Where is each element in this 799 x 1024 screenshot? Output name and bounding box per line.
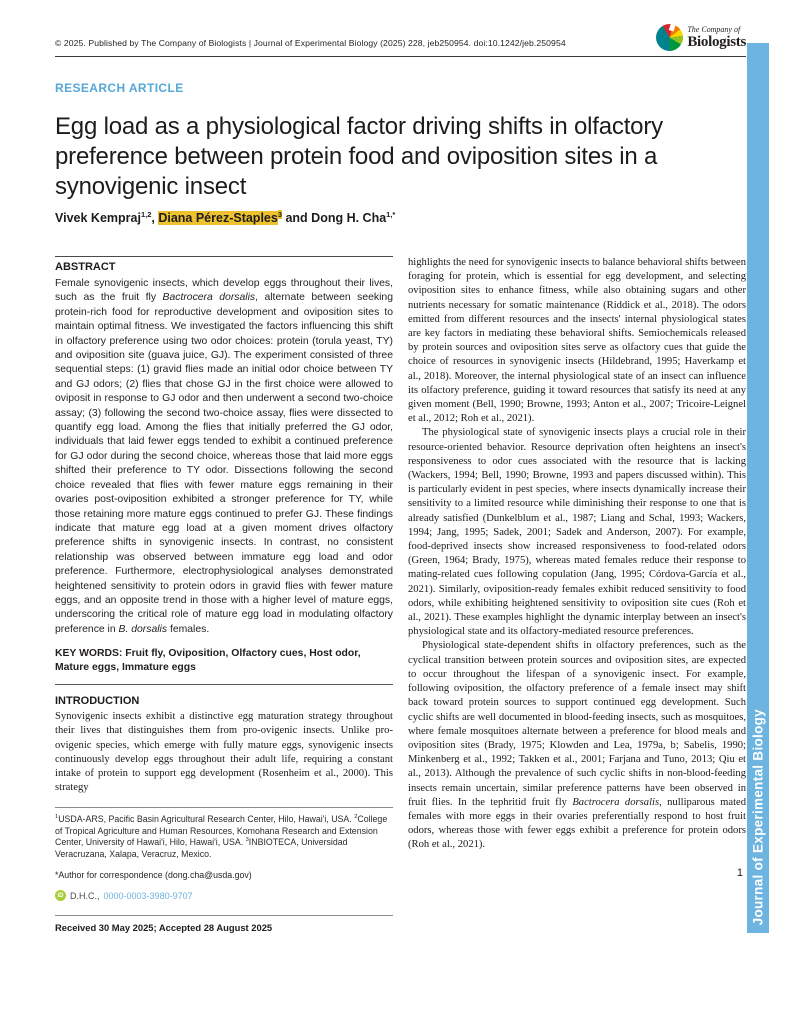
right-column xyxy=(408,256,746,933)
keywords-line: KEY WORDS: Fruit fly, Oviposition, Olfactory cues, Host odor, Mature eggs, Immature eggs xyxy=(55,648,361,674)
page-title: Egg load as a physiological factor driving shifts in olfactory preference between protein food and oviposition sites in a synovigenic insect xyxy=(55,113,663,200)
orcid-icon: iD xyxy=(55,890,66,901)
page-number: 1 xyxy=(736,866,743,879)
correspondence-note: *Author for correspondence (dong.cha@usda.gov) xyxy=(55,870,252,880)
company-logo-text xyxy=(687,26,746,50)
two-column-body xyxy=(55,256,746,933)
received-accepted-line: Received 30 May 2025; Accepted 28 August 2025 xyxy=(55,915,393,933)
abstract-body: Female synovigenic insects, which develop eggs throughout their lives, such as the fruit fly Bactrocera dorsalis, alternate between seeking protein-rich food for reproductive development and oviposition sites to maintain optimal fitness. We investigated the factors influencing this shift in olfactory preference using two odor choices: protein (torula yeast, TY) and oviposition site (guava juice, GJ). The experiment consisted of three sequential steps: (1) gravid flies made an initial odor choice between TY and GJ odors; (2) flies that chose GJ in the first choice were allowed to oviposit in response to GJ odor and then underwent a second two-choice assay; (3) following the second two-choice assay, flies were dissected to quantify egg load. Among the flies that initially preferred the GJ odor, individuals that laid fewer eggs tended to exhibit a continued preference for GJ odor during the second choice, whereas those that laid more eggs shifted their preference to TY odor. Dissections following the second choice revealed that flies with fewer mature eggs remaining in their ovaries post-oviposition exhibited a stronger preference for TY, while those retaining more mature eggs continued to prefer GJ. These findings indicate that mature egg load at a given moment drives olfactory preference shifts in synovigenic insects. In contrast, no consistent relationship was observed between immature egg load and odor preference. Furthermore, electrophysiological analyses demonstrated heightened sensitivity to protein odors in gravid flies with fewer mature eggs, and an opposite trend in those with a higher level of mature eggs, underscoring the critical role of mature egg load in modulating olfactory preference in B. dorsalis females. xyxy=(55,278,393,635)
page-content xyxy=(55,0,746,933)
left-column xyxy=(55,256,393,933)
journal-sidebar xyxy=(747,43,769,933)
introduction-paragraph-1: Synovigenic insects exhibit a distinctive egg maturation strategy throughout their lives that distinguishes them from pro-ovigenic insects. Unlike pro-ovigenic species, which emerge with fully mature eggs, synovigenic insects continuously develop eggs throughout their adult life, requiring a constant intake of protein to support egg development (Rosenheim et al., 2000). This strategy xyxy=(55,711,393,794)
copyright-line: © 2025. Published by The Company of Biologists | Journal of Experimental Biology (2025) 228, jeb250954. doi:10.1242/jeb.250954 xyxy=(55,38,566,48)
company-logo-icon xyxy=(656,24,683,51)
introduction-heading: INTRODUCTION xyxy=(55,695,140,708)
header xyxy=(55,0,746,57)
article-type-label: RESEARCH ARTICLE xyxy=(55,81,184,95)
company-of-biologists-logo xyxy=(656,24,746,51)
authors-line: Vivek Kempraj$^{1,2}$, Diana Pérez-Staples$^3$ and Dong H. Cha$^{1,*}$ xyxy=(55,209,396,225)
introduction-paragraph-3: The physiological state of synovigenic insects plays a crucial role in their resource-oriented behavior. Resource deprivation often heightens an insect's responsiveness to odor cues associated with the resource that is lacking (Wackers, 1994; Bell, 1990; Browne, 1993 and papers discussed within). This is particularly evident in pest species, where insects dynamically increase their sensitivity to a limited resource while diminishing their response to one that is already satisfied (Dunkelblum et al., 1987; Liang and Schal, 1993; Wackers, 1994; Jang, 1995; Sadek, 2001; Sadek and Anderson, 2007). For example, food-deprived insects show increased responsiveness to food-related odors (Green, 1964; Brady, 1975), whereas mated females reduce their response to mating-related cues following copulation (Jang, 1995; Córdova-García et al., 2021). Similarly, oviposition-ready females exhibit reduced sensitivity to food odors, while exhibiting heightened sensitivity to oviposition site cues (Roh et al., 2021). These examples highlight the dynamic interplay between an insect's physiological state and its olfactory-mediated resource preferences. xyxy=(408,427,746,638)
abstract-heading: ABSTRACT xyxy=(55,256,393,273)
logo-line1: The Company of xyxy=(687,24,741,34)
affiliations-footnote: $^1$USDA-ARS, Pacific Basin Agricultural Research Center, Hilo, Hawai'i, USA. $^2$College of Tropical Agriculture and Human Resources, Komohana Research and Extension Center, University of Hawai'i, Hilo, Hawai'i, USA. $^3$INBIOTECA, Universidad Veracruzana, Xalapa, Veracruz, Mexico. xyxy=(55,807,393,860)
logo-line2: Biologists xyxy=(687,33,746,50)
orcid-id-link[interactable]: 0000-0003-3980-9707 xyxy=(103,890,193,901)
orcid-row xyxy=(55,890,393,901)
introduction-paragraph-4: Physiological state-dependent shifts in olfactory preferences, such as the cyclical transition between protein sources and oviposition sites, are expected to occur throughout the lifespan of a synovigenic insect. For example, following oviposition, the olfactory preference of a female insect may shift back toward protein sources to support continued egg development. Such cyclic shifts are well documented in blood-feeding insects, such as mosquitoes, where female mosquitoes alternate between a preference for blood meals and oviposition sites (Brady, 1975; Klowden and Lea, 1979a, b; Sabelis, 1990; Minkenberg et al., 1992; Takken et al., 2001; Farjana and Tuno, 2013; Qiu et al., 2013). Although the prevalence of such cyclic shifts in non-blood-feeding insects remain uncertain, similar preference patterns have been observed in fruit flies. In the tephritid fruit fly Bactrocera dorsalis, nulliparous mated females with more eggs in their ovaries preferentially respond to host fruit odors, whereas those with fewer eggs exhibit a preference for protein odors (Roh et al., 2021). xyxy=(408,640,747,851)
section-divider xyxy=(55,684,393,685)
orcid-initials: D.H.C., xyxy=(70,890,100,901)
introduction-paragraph-2: highlights the need for synovigenic insects to balance behavioral shifts between foraging for protein, which is essential for egg development, and selecting oviposition sites to enhance fitness, while also obtaining sugars and other nutrients necessary for somatic maintenance (Riddick et al., 2018). The odors emitted from different resources and the insects' internal physiological states are key factors in mediating these behavioral shifts. Semiochemicals released by protein sources and oviposition sites serve as olfactory cues that guide the choice of resources in synovigenic insects (Hildebrand, 1995; Haverkamp et al., 2018). Moreover, the internal physiological state of an insect can influence its olfactory preference, guiding it toward resources that satisfy its need at any given moment (Bell, 1990; Browne, 1993; Anton et al., 2007; Tricoire-Leignel et al., 2012; Roh et al., 2021). xyxy=(408,257,746,425)
journal-sidebar-label: Journal of Experimental Biology xyxy=(750,708,766,925)
